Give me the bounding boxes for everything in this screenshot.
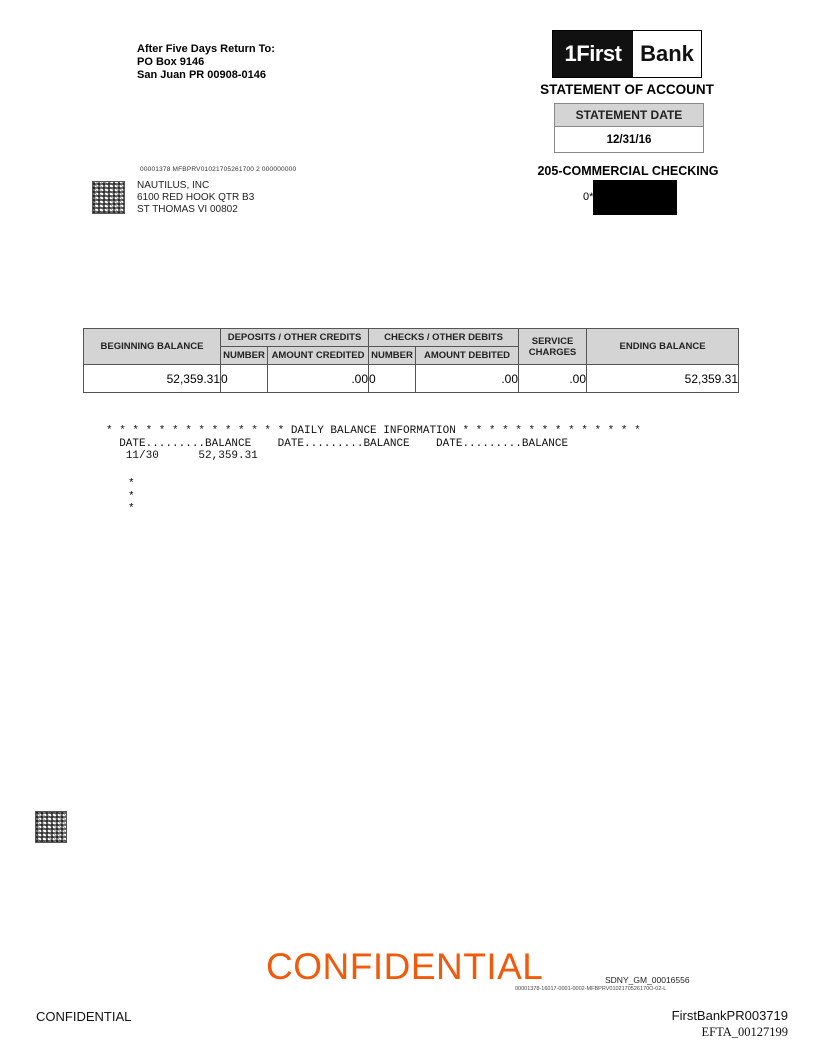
daily-balance-columns: DATE.........BALANCE DATE.........BALANCE DATE.........BALANCE: [106, 437, 569, 450]
return-address-line: PO Box 9146: [137, 56, 205, 68]
bank-logo: [552, 30, 702, 78]
header-service-charges: SERVICE CHARGES: [519, 329, 587, 365]
summary-values-row: [84, 365, 739, 393]
account-number-prefix: 0*: [583, 191, 594, 203]
daily-balance-trailing-marks: * * *: [128, 478, 135, 515]
mail-code: 00001378 MFBPRV01021705261700 2 000000000: [140, 166, 297, 173]
daily-balance-banner: * * * * * * * * * * * * * * DAILY BALANCE INFORMATION * * * * * * * * * * * * * *: [106, 425, 641, 437]
qr-code-icon: [92, 181, 125, 214]
logo-dark-part: 1First: [553, 31, 633, 77]
amount-debited-value: .00: [416, 365, 519, 393]
header-checks: CHECKS / OTHER DEBITS: [369, 329, 519, 347]
recipient-street: 6100 RED HOOK QTR B3: [137, 192, 255, 203]
header-amount-credited: AMOUNT CREDITED: [268, 347, 369, 365]
header-checks-number: NUMBER: [369, 347, 416, 365]
daily-balance-row: 11/30 52,359.31: [106, 450, 258, 462]
amount-credited-value: .00: [268, 365, 369, 393]
return-address-line: San Juan PR 00908-0146: [137, 69, 267, 81]
statement-date-label: STATEMENT DATE: [555, 104, 703, 127]
document-code: 00001378-16017-0001-0002-MFBPRV0102170526170O-02-L: [515, 986, 667, 992]
header-ending-balance: ENDING BALANCE: [587, 329, 739, 365]
efta-number: EFTA_00127199: [701, 1025, 788, 1039]
deposits-number-value: 0: [221, 365, 268, 393]
ending-balance-value: 52,359.31: [587, 365, 739, 393]
return-address: [137, 43, 275, 82]
logo-light-part: Bank: [640, 41, 694, 66]
recipient-city: ST THOMAS VI 00802: [137, 204, 238, 215]
return-address-line: After Five Days Return To:: [137, 43, 275, 55]
redaction-block: [593, 180, 677, 215]
header-deposits: DEPOSITS / OTHER CREDITS: [221, 329, 369, 347]
header-deposits-number: NUMBER: [221, 347, 268, 365]
header-beginning-balance: BEGINNING BALANCE: [84, 329, 221, 365]
beginning-balance-value: 52,359.31: [84, 365, 221, 393]
confidential-label: CONFIDENTIAL: [36, 1009, 132, 1024]
bates-number: FirstBankPR003719: [671, 1008, 788, 1023]
recipient-address: [137, 180, 254, 216]
account-type: 205-COMMERCIAL CHECKING: [537, 164, 719, 178]
statement-title: STATEMENT OF ACCOUNT: [540, 82, 714, 97]
checks-number-value: 0: [369, 365, 416, 393]
statement-date-value: 12/31/16: [606, 133, 652, 146]
sdny-number: SDNY_GM_00016556: [605, 975, 690, 985]
header-amount-debited: AMOUNT DEBITED: [416, 347, 519, 365]
account-summary-table: [83, 328, 739, 393]
service-charges-value: .00: [519, 365, 587, 393]
confidential-stamp: CONFIDENTIAL: [266, 946, 544, 987]
daily-balance-section: [106, 425, 641, 463]
statement-date-box: [554, 103, 704, 153]
qr-code-icon: [35, 811, 67, 843]
recipient-name: NAUTILUS, INC: [137, 180, 210, 191]
